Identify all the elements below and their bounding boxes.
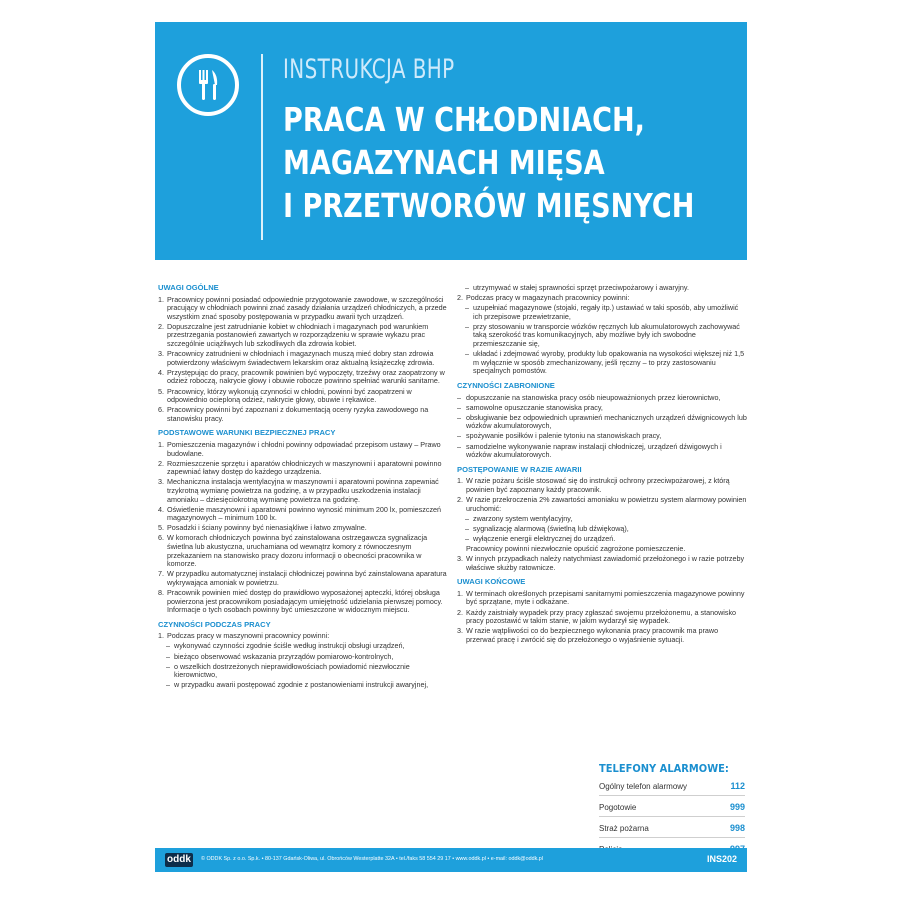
list-item: 6. W komorach chłodniczych powinna być zainstalowana ostrzegawcza sygnalizacja świetlna lub akustyczna, uruchamiana od wewnątrz komory z równoczesnym przekazaniem na stanowisko pracy dozoru informacji o obecności pracownika w komorze.: [158, 533, 428, 569]
list-item: 2. Dopuszczalne jest zatrudnianie kobiet w chłodniach i magazynach pod warunkiem przestrzegania postanowień zawartych w rozporządzeniu w sprawie wykazu prac szczególnie uciążliwych lub szkodliwych dla zdrowia kobiet.: [158, 321, 429, 349]
section-title-uwagi-ogolne: UWAGI OGÓLNE: [158, 283, 219, 292]
list-note: Pracownicy powinni niezwłocznie opuścić zagrożone pomieszczenie.: [466, 543, 686, 553]
header-divider: [261, 54, 263, 240]
phone-number: 112: [730, 781, 745, 791]
left-column: [158, 284, 448, 691]
phone-row: [599, 799, 745, 817]
list-subitem: – układać i zdejmować wyroby, produkty lub opakowania na wysokości większej niż 1,5 m wyłącznie w sposób zmechanizowany, jeśli ręczny – to przy zastosowaniu specjalnych pomostów.: [465, 349, 745, 376]
phone-row: [599, 778, 745, 796]
koncowe-list: [457, 590, 747, 645]
list-item: 2. Każdy zaistniały wypadek przy pracy zgłaszać swojemu przełożonemu, a stanowisko pracy pozostawić w takim stanie, w jakim wydarzył się wypadek.: [457, 607, 737, 626]
instruction-sheet: [155, 22, 747, 878]
list-item: 7. W przypadku automatycznej instalacji chłodniczej powinna być zainstalowana aparatura wykrywająca amoniak w powietrzu.: [158, 569, 447, 587]
phones-title: TELEFONY ALARMOWE:: [599, 762, 729, 775]
title-line-2: MAGAZYNACH MIĘSA: [283, 143, 605, 182]
phone-label: Straż pożarna: [599, 824, 649, 833]
zabronione-list: [457, 394, 747, 460]
right-column: [457, 284, 747, 646]
list-item: 1. W terminach określonych przepisami sanitarnymi pomieszczenia magazynowe powinny być sprzątane, myte i odkażane.: [457, 588, 745, 607]
list-item: – spożywanie posiłków i palenie tytoniu na stanowiskach pracy,: [457, 431, 662, 441]
list-subitem: – o wszelkich dostrzeżonych nieprawidłowościach powiadomić niezwłocznie kierownictwo,: [166, 661, 410, 680]
warunki-list: [158, 441, 448, 615]
list-item: 1. Pracownicy powinni posiadać odpowiednie przygotowanie zawodowe, w szczególności pracujący w chłodniach powinni znać zasady działania urządzeń chłodniczych, a przede wszystkim znać sposoby postępowania w przypadku awarii tych urządzeń.: [158, 294, 447, 321]
awaria-list: [457, 477, 747, 572]
list-item: 5. Pracownicy, którzy wykonują czynności w chłodni, powinni być zaopatrzeni w odpowiednio ocieploną odzież, nakrycie głowy, obuwie i rękawice.: [158, 386, 412, 405]
title-line-1: PRACA W CHŁODNIACH,: [283, 100, 645, 139]
list-item: 1. W razie pożaru ściśle stosować się do instrukcji ochrony przeciwpożarowej, z którą powinien być zapoznany każdy pracownik.: [457, 476, 730, 494]
list-item: 3. W innych przypadkach należy natychmiast zawiadomić przełożonego i w razie potrzeby właściwe służby ratownicze.: [457, 554, 745, 572]
uwagi-ogolne-list: [158, 296, 448, 424]
section-title-warunki: PODSTAWOWE WARUNKI BEZPIECZNEJ PRACY: [158, 428, 336, 438]
list-item: – samodzielne wykonywanie napraw instalacji chłodniczej, urządzeń dźwigowych i wózków akumulatorowych.: [457, 441, 722, 460]
header-supertitle: INSTRUKCJA BHP: [283, 54, 455, 85]
title-line-3: I PRZETWORÓW MIĘSNYCH: [283, 186, 695, 225]
list-item: 3. W razie wątpliwości co do bezpiecznego wykonania pracy pracownik ma prawo przerwać pracę i zwrócić się do przełożonego o wyjaśnienie sytuacji.: [457, 626, 719, 644]
phone-number: 998: [729, 823, 745, 833]
footer-bar: [155, 848, 747, 872]
emergency-phones: [599, 762, 745, 859]
list-subitem: – zwarzony system wentylacyjny,: [465, 513, 573, 523]
list-item: 1. Pomieszczenia magazynów i chłodni powinny odpowiadać przepisom ustawy – Prawo budowlane.: [158, 440, 441, 458]
document-code: INS202: [706, 854, 737, 864]
publisher-logo: oddk: [165, 853, 193, 867]
list-item: 8. Pracownik powinien mieć dostęp do prawidłowo wyposażonej apteczki, której obsługa powierzona jest pracownikom posiadającym umiejętność udzielania pierwszej pomocy. Informacje o tych osobach powinny być umieszczone w widocznym miejscu.: [158, 588, 443, 615]
list-item: 4. Przystępując do pracy, pracownik powinien być wypoczęty, trzeźwy oraz zaopatrzony w odzież roboczą, nakrycie głowy i obuwie robocze powinno spełniać warunki sanitarne.: [158, 367, 445, 386]
list-subitem: – przy stosowaniu w transporcie wózków ręcznych lub akumulatorowych zachowywać taką szerokość tras komunikacyjnych, aby możliwe były ich swobodne przemieszczanie się,: [465, 321, 740, 349]
section-title-zabronione: CZYNNOŚCI ZABRONIONE: [457, 380, 555, 390]
fork-knife-icon: [177, 54, 239, 116]
list-item: 6. Pracownicy powinni być zapoznani z dokumentacją oceny ryzyka zawodowego na stanowisku pracy.: [158, 405, 429, 423]
header-banner: [155, 22, 747, 260]
list-item: 2. Podczas pracy w magazynach pracownicy powinni:: [457, 293, 630, 303]
list-item: – samowolne opuszczanie stanowiska pracy,: [457, 402, 603, 412]
list-item: 3. Mechaniczna instalacja wentylacyjna w maszynowni i aparatowni powinna zapewniać trzykrotną wymianę powietrza na godzinę, a w przypadku uszkodzenia instalacji amoniaku – dziesięciokrotną wymianę powietrza na godzinę.: [158, 477, 439, 504]
podczas-pracy-continued: [457, 284, 747, 376]
section-title-koncowe: UWAGI KOŃCOWE: [457, 577, 526, 587]
list-item: 5. Posadzki i ściany powinny być nienasiąkliwe i łatwo zmywalne.: [158, 523, 367, 533]
page-title: [283, 98, 694, 227]
list-subitem: – uzupełniać magazynowe (stojaki, regały itp.) ustawiać w taki sposób, aby umożliwić ich przepisowe przewietrzanie,: [465, 303, 739, 321]
phone-row: [599, 820, 745, 838]
list-subitem: – utrzymywać w stałej sprawności sprzęt przeciwpożarowy i awaryjny.: [465, 283, 689, 292]
list-subitem: – sygnalizację alarmową (świetlną lub dźwiękową),: [465, 523, 629, 533]
list-subitem: – wykonywać czynności zgodnie ściśle według instrukcji obsługi urządzeń,: [166, 641, 405, 651]
list-item: 3. Pracownicy zatrudnieni w chłodniach i magazynach muszą mieć dobry stan zdrowia potwierdzony właściwym świadectwem lekarskim oraz aktualną książeczkę zdrowia.: [158, 349, 435, 367]
section-title-podczas-pracy: CZYNNOŚCI PODCZAS PRACY: [158, 619, 271, 629]
list-item: 2. W razie przekroczenia 2% zawartości amoniaku w powietrzu system alarmowy powinien uruchomić:: [457, 494, 747, 513]
list-item: 1. Podczas pracy w maszynowni pracownicy powinni:: [158, 631, 330, 641]
phone-label: Ogólny telefon alarmowy: [599, 782, 688, 791]
list-subitem: – w przypadku awarii postępować zgodnie z postanowieniami instrukcji awaryjnej,: [166, 680, 429, 690]
list-item: – obsługiwanie bez odpowiednich uprawnień mechanicznych urządzeń dźwignicowych lub wózków akumulatorowych,: [457, 412, 747, 431]
phone-label: Pogotowie: [599, 803, 637, 812]
footer-text: © ODDK Sp. z o.o. Sp.k. • 80-137 Gdańsk-Oliwa, ul. Obrońców Westerplatte 32A • tel./faks 58 554 29 17 • www.oddk.pl • e-mail: oddk@oddk.pl: [201, 856, 543, 862]
list-subitem: – bieżąco obserwować wskazania przyrządów pomiarowo-kontrolnych,: [166, 651, 394, 661]
list-item: – dopuszczanie na stanowiska pracy osób nieupoważnionych przez kierownictwo,: [457, 392, 721, 402]
section-title-awaria: POSTĘPOWANIE W RAZIE AWARII: [457, 464, 582, 474]
podczas-pracy-list: [158, 632, 448, 690]
list-subitem: – wyłączenie energii elektrycznej do urządzeń.: [465, 533, 616, 543]
list-item: 4. Oświetlenie maszynowni i aparatowni powinno wynosić minimum 200 lx, pomieszczeń magazynowych – minimum 100 lx.: [158, 504, 442, 523]
phone-number: 999: [729, 802, 745, 812]
list-item: 2. Rozmieszczenie sprzętu i aparatów chłodniczych w maszynowni i aparatowni powinno zapewniać łatwy dostęp do każdego urządzenia.: [158, 458, 442, 477]
